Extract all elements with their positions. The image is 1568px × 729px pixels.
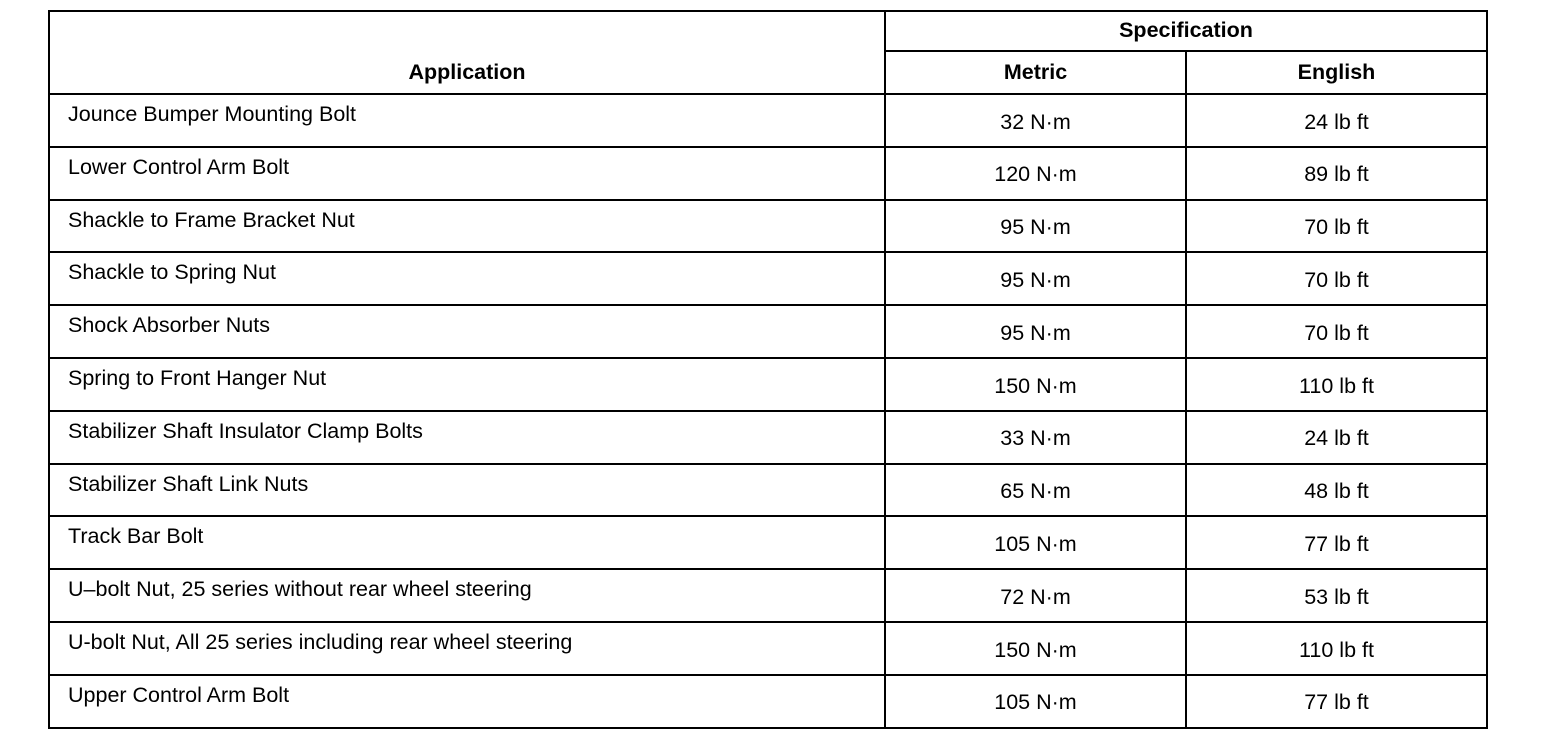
table-row — [49, 622, 1487, 675]
english-value-cell: 77 lb ft — [1186, 516, 1487, 569]
table-row — [49, 516, 1487, 569]
table-row — [49, 94, 1487, 147]
header-row-top — [49, 11, 1487, 51]
application-cell: Shock Absorber Nuts — [49, 305, 885, 358]
specification-column-header: Specification — [885, 11, 1487, 51]
application-cell: Upper Control Arm Bolt — [49, 675, 885, 728]
metric-column-header: Metric — [885, 51, 1186, 94]
metric-value-cell: 32 N·m — [885, 94, 1186, 147]
english-value-cell: 110 lb ft — [1186, 358, 1487, 411]
application-column-header: Application — [49, 11, 885, 94]
table-row — [49, 464, 1487, 517]
application-cell: U–bolt Nut, 25 series without rear wheel steering — [49, 569, 885, 622]
metric-value-cell: 105 N·m — [885, 675, 1186, 728]
table-row — [49, 147, 1487, 200]
application-cell: Shackle to Spring Nut — [49, 252, 885, 305]
english-value-cell: 53 lb ft — [1186, 569, 1487, 622]
application-cell: Jounce Bumper Mounting Bolt — [49, 94, 885, 147]
metric-value-cell: 95 N·m — [885, 200, 1186, 253]
english-value-cell: 89 lb ft — [1186, 147, 1487, 200]
metric-value-cell: 105 N·m — [885, 516, 1186, 569]
application-cell: U-bolt Nut, All 25 series including rear wheel steering — [49, 622, 885, 675]
table-header — [49, 11, 1487, 94]
table-row — [49, 252, 1487, 305]
table-row — [49, 411, 1487, 464]
metric-value-cell: 95 N·m — [885, 305, 1186, 358]
english-value-cell: 48 lb ft — [1186, 464, 1487, 517]
english-value-cell: 70 lb ft — [1186, 252, 1487, 305]
table-row — [49, 675, 1487, 728]
metric-value-cell: 150 N·m — [885, 622, 1186, 675]
metric-value-cell: 33 N·m — [885, 411, 1186, 464]
table-row — [49, 358, 1487, 411]
application-cell: Shackle to Frame Bracket Nut — [49, 200, 885, 253]
metric-value-cell: 72 N·m — [885, 569, 1186, 622]
metric-value-cell: 95 N·m — [885, 252, 1186, 305]
table-body — [49, 94, 1487, 728]
english-column-header: English — [1186, 51, 1487, 94]
metric-value-cell: 120 N·m — [885, 147, 1186, 200]
english-value-cell: 70 lb ft — [1186, 305, 1487, 358]
application-cell: Stabilizer Shaft Link Nuts — [49, 464, 885, 517]
english-value-cell: 110 lb ft — [1186, 622, 1487, 675]
table-row — [49, 569, 1487, 622]
english-value-cell: 24 lb ft — [1186, 411, 1487, 464]
english-value-cell: 24 lb ft — [1186, 94, 1487, 147]
english-value-cell: 77 lb ft — [1186, 675, 1487, 728]
table-row — [49, 305, 1487, 358]
table-row — [49, 200, 1487, 253]
english-value-cell: 70 lb ft — [1186, 200, 1487, 253]
application-cell: Spring to Front Hanger Nut — [49, 358, 885, 411]
torque-specification-table — [48, 10, 1488, 729]
application-cell: Lower Control Arm Bolt — [49, 147, 885, 200]
metric-value-cell: 150 N·m — [885, 358, 1186, 411]
metric-value-cell: 65 N·m — [885, 464, 1186, 517]
application-cell: Track Bar Bolt — [49, 516, 885, 569]
application-cell: Stabilizer Shaft Insulator Clamp Bolts — [49, 411, 885, 464]
